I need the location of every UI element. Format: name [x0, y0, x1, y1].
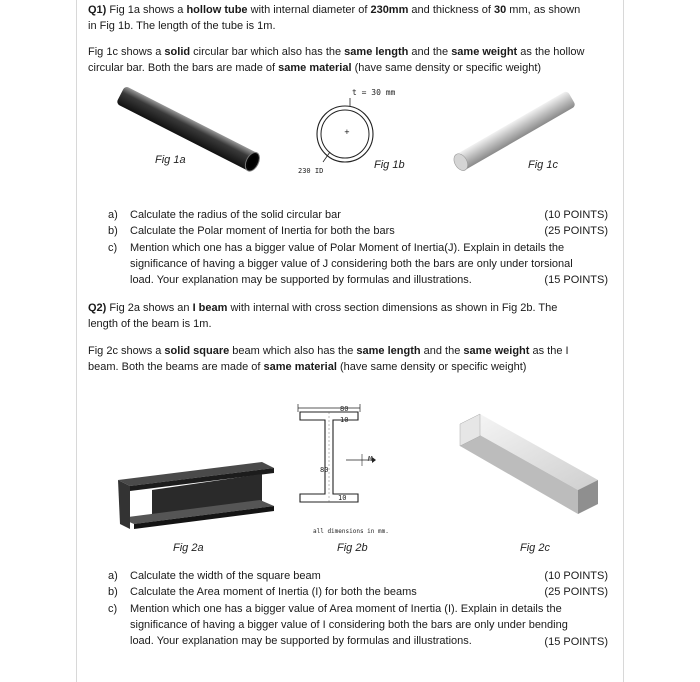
fig-1c-caption: Fig 1c — [528, 159, 558, 171]
fig-1b-inner-diameter-label: 230 ID — [298, 167, 324, 175]
fig-1b-thickness-label: t = 30 mm — [352, 88, 396, 97]
fig-1c-solid-bar-image — [445, 92, 585, 172]
q1-paragraph-2-line-2: circular bar. Both the bars are made of same material (have same density or specific weight) — [88, 62, 542, 74]
fig-2b-web-thickness-label: 10 — [340, 416, 349, 424]
q2-paragraph-1-line-2: length of the beam is 1m. — [88, 318, 212, 330]
q1-item-c-points: (15 POINTS) — [544, 274, 608, 286]
fig-2b-caption: Fig 2b — [337, 542, 368, 554]
q1-paragraph-1: Q1) Fig 1a shows a hollow tube with internal diameter of 230mm and thickness of 30 mm, as shown — [88, 4, 581, 16]
q1-item-a-points: (10 POINTS) — [544, 209, 608, 221]
q2-item-a-points: (10 POINTS) — [544, 570, 608, 582]
fig-1b-caption: Fig 1b — [374, 159, 405, 171]
q2-paragraph-1: Q2) Fig 2a shows an I beam with internal with cross section dimensions as shown in Fig 2b. The — [88, 302, 558, 314]
fig-2c-caption: Fig 2c — [520, 542, 550, 554]
fig-2b-flange-width-label: 80 — [340, 405, 349, 413]
q2-item-c: c) Mention which one has a bigger value of Area moment of Inertia (I). Explain in details the significance of having a bigger value of I considering both the bars are only under bending load. Your explanation may be supported by formulas and illustrations. — [108, 603, 568, 647]
fig-2a-caption: Fig 2a — [173, 542, 204, 554]
q2-item-c-points: (15 POINTS) — [544, 636, 608, 648]
fig-2a-i-beam-image — [112, 440, 282, 540]
fig-2b-units-note: all dimensions in mm. — [313, 528, 389, 535]
q1-item-b-points: (25 POINTS) — [544, 225, 608, 237]
svg-text:+: + — [344, 128, 350, 136]
fig-2c-square-beam-image — [452, 410, 602, 520]
fig-1a-hollow-tube-image — [110, 90, 270, 170]
fig-2b-flange-thickness-label: 10 — [338, 494, 347, 502]
q2-item-b-points: (25 POINTS) — [544, 586, 608, 598]
fig-2b-moment-label: M — [368, 455, 373, 463]
q1-paragraph-2: Fig 1c shows a solid circular bar which also has the same length and the same weight as the hollow — [88, 46, 585, 58]
q2-paragraph-2: Fig 2c shows a solid square beam which also has the same length and the same weight as the I — [88, 345, 569, 357]
fig-1a-caption: Fig 1a — [155, 154, 186, 166]
q1-item-c: c) Mention which one has a bigger value of Polar Moment of Inertia(J). Explain in details the significance of having a bigger value of J considering both the bars are only under torsional load. Your explanation may be supported by formulas and illustrations. — [108, 242, 573, 286]
fig-2b-height-label: 80 — [320, 466, 329, 474]
q1-paragraph-1-line-2: in Fig 1b. The length of the tube is 1m. — [88, 20, 276, 32]
q2-paragraph-2-line-2: beam. Both the beams are made of same material (have same density or specific weight) — [88, 361, 527, 373]
